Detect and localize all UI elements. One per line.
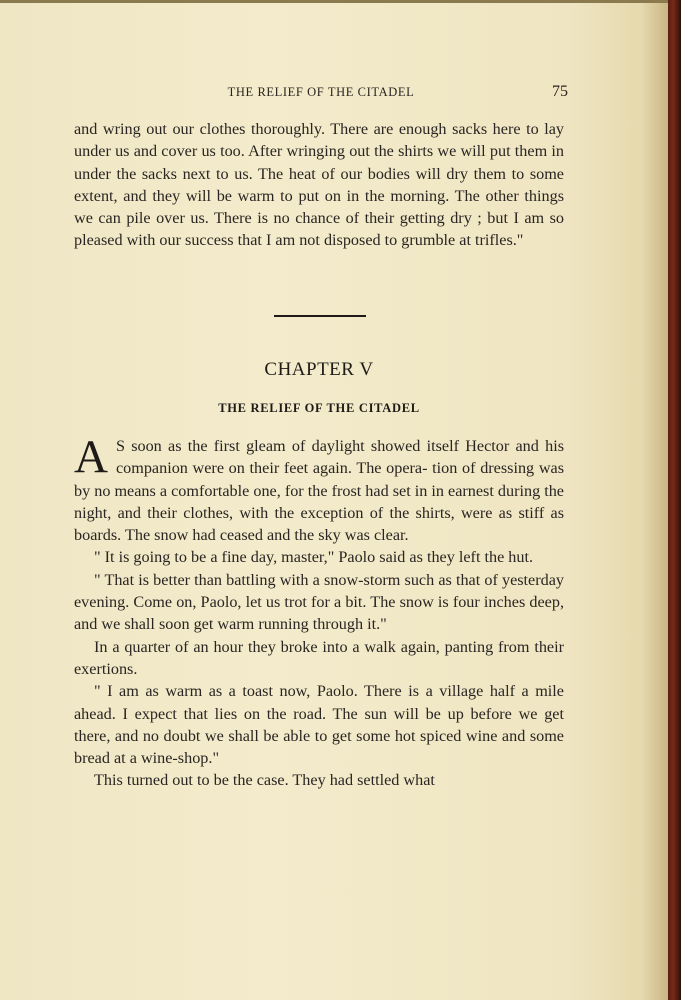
paragraph: This turned out to be the case. They had settled what [94, 771, 435, 790]
chapter-subtitle: THE RELIEF OF THE CITADEL [218, 401, 420, 415]
carryover-text [74, 118, 564, 252]
paragraph: and wring out our clothes thoroughly. There are enough sacks here to lay under us and cover us too. After wringing out the shirts we will put them in under the sacks next to us. The heat of our bodies will dry them to some extent, and they will be warm to put on in the morning. The other things we can pile over us. There is no chance of their getting dry ; but I am so pleased with our success that I am not disposed to grumble at trifles." [74, 120, 564, 250]
section-divider [274, 315, 366, 317]
paragraph-text: S soon as the first gleam of daylight showed itself Hector and his companion were on their feet again. The opera- tion of dressing was by no means a comfortable one, for the frost had set in in earnest during the night, and their clothes, with the exception of the shirts, were as stiff as boards. The snow had ceased and the sky was clear. [74, 437, 564, 545]
paragraph: In a quarter of an hour they broke into a walk again, panting from their exertions. [74, 637, 564, 678]
paragraph [74, 431, 564, 546]
running-head [74, 83, 568, 103]
drop-cap: A [74, 431, 108, 483]
page-number: 75 [552, 83, 568, 100]
paragraph: " It is going to be a fine day, master," Paolo said as they left the hut. [94, 548, 534, 567]
paragraph: " That is better than battling with a snow-storm such as that of yesterday evening. Come on, Paolo, let us trot for a bit. The snow is four inches deep, and we shall soon get warm running through it." [74, 570, 564, 634]
chapter-heading: CHAPTER V [264, 359, 374, 380]
paragraph: " I am as warm as a toast now, Paolo. There is a village half a mile ahead. I expect that lies on the road. The sun will be up before we get there, and no doubt we shall be able to get some hot spiced wine and some bread at a wine-shop." [74, 682, 564, 768]
chapter-body [74, 431, 564, 792]
running-head-title: THE RELIEF OF THE CITADEL [227, 85, 415, 99]
page-edge [668, 0, 681, 1000]
